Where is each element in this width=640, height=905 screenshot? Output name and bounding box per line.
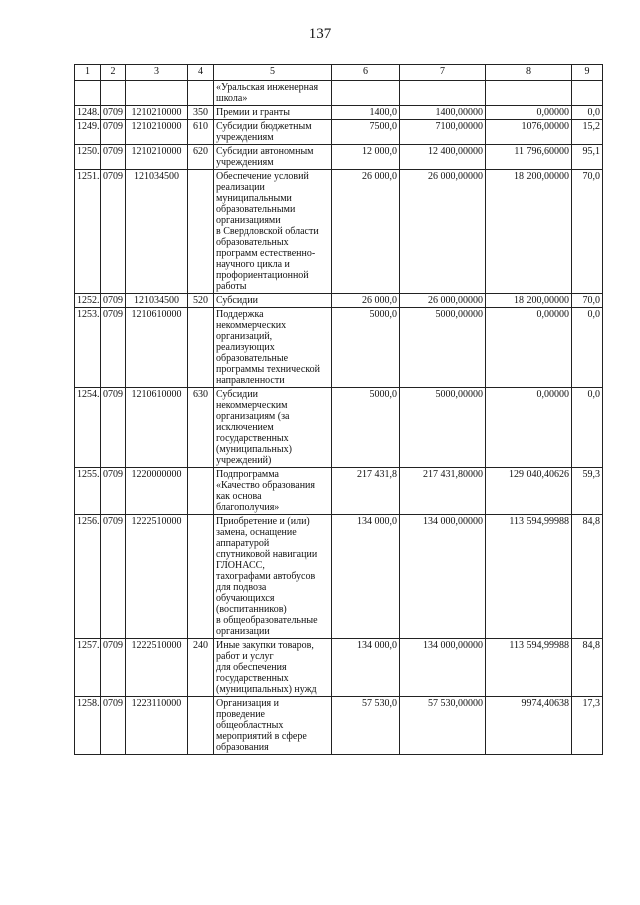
column-header: 5: [214, 65, 332, 81]
target-code-cell: 1210610000: [126, 388, 188, 468]
table-row: [75, 388, 603, 468]
table-row: [75, 81, 603, 106]
refined-plan-cell: 217 431,80000: [400, 468, 486, 515]
table-row: [75, 468, 603, 515]
plan-cell: 12 000,0: [332, 145, 400, 170]
plan-cell: 5000,0: [332, 388, 400, 468]
execution-cell: 0,00000: [486, 308, 572, 388]
percent-cell: 15,2: [572, 120, 603, 145]
name-cell: «Уральская инженерная школа»: [214, 81, 332, 106]
plan-cell: 26 000,0: [332, 294, 400, 308]
percent-cell: 84,8: [572, 639, 603, 697]
column-header: 1: [75, 65, 101, 81]
page-number: 137: [308, 26, 332, 42]
percent-cell: 84,8: [572, 515, 603, 639]
table-row: [75, 515, 603, 639]
section-cell: 0709: [101, 170, 126, 294]
budget-table: [74, 64, 603, 755]
execution-cell: 11 796,60000: [486, 145, 572, 170]
percent-cell: 17,3: [572, 697, 603, 755]
table-body: [75, 81, 603, 755]
section-cell: 0709: [101, 468, 126, 515]
section-cell: 0709: [101, 697, 126, 755]
expense-type-cell: [188, 697, 214, 755]
plan-cell: 134 000,0: [332, 515, 400, 639]
name-cell: Премии и гранты: [214, 106, 332, 120]
expense-type-cell: 240: [188, 639, 214, 697]
name-cell: Обеспечение условий реализации муниципальными образовательными организациями в Свердловской области образовательных программ естественно- научного цикла и профориентационной работы: [214, 170, 332, 294]
execution-cell: 0,00000: [486, 388, 572, 468]
refined-plan-cell: 5000,00000: [400, 308, 486, 388]
target-code-cell: 1210610000: [126, 308, 188, 388]
section-cell: 0709: [101, 294, 126, 308]
expense-type-cell: 630: [188, 388, 214, 468]
plan-cell: [332, 81, 400, 106]
expense-type-cell: [188, 515, 214, 639]
percent-cell: 0,0: [572, 106, 603, 120]
column-header: 9: [572, 65, 603, 81]
target-code-cell: 1210210000: [126, 120, 188, 145]
expense-type-cell: 620: [188, 145, 214, 170]
name-cell: Поддержка некоммерческих организаций, реализующих образовательные программы технической направленности: [214, 308, 332, 388]
expense-type-cell: [188, 170, 214, 294]
refined-plan-cell: 134 000,00000: [400, 639, 486, 697]
refined-plan-cell: 57 530,00000: [400, 697, 486, 755]
section-cell: 0709: [101, 388, 126, 468]
percent-cell: 0,0: [572, 308, 603, 388]
row-number-cell: 1255.: [75, 468, 101, 515]
expense-type-cell: [188, 308, 214, 388]
refined-plan-cell: 1400,00000: [400, 106, 486, 120]
name-cell: Субсидии: [214, 294, 332, 308]
execution-cell: [486, 81, 572, 106]
column-header: 3: [126, 65, 188, 81]
table-row: [75, 639, 603, 697]
target-code-cell: [126, 81, 188, 106]
target-code-cell: 1210210000: [126, 145, 188, 170]
execution-cell: 129 040,40626: [486, 468, 572, 515]
table-row: [75, 170, 603, 294]
execution-cell: 0,00000: [486, 106, 572, 120]
column-header: 4: [188, 65, 214, 81]
percent-cell: [572, 81, 603, 106]
name-cell: Субсидии автономным учреждениям: [214, 145, 332, 170]
row-number-cell: 1258.: [75, 697, 101, 755]
table-row: [75, 294, 603, 308]
plan-cell: 134 000,0: [332, 639, 400, 697]
table-row: [75, 145, 603, 170]
plan-cell: 57 530,0: [332, 697, 400, 755]
table-header-row: [75, 65, 603, 81]
refined-plan-cell: 5000,00000: [400, 388, 486, 468]
execution-cell: 113 594,99988: [486, 515, 572, 639]
name-cell: Организация и проведение общеобластных мероприятий в сфере образования: [214, 697, 332, 755]
section-cell: 0709: [101, 515, 126, 639]
column-header: 7: [400, 65, 486, 81]
percent-cell: 59,3: [572, 468, 603, 515]
row-number-cell: [75, 81, 101, 106]
plan-cell: 5000,0: [332, 308, 400, 388]
name-cell: Субсидии бюджетным учреждениям: [214, 120, 332, 145]
section-cell: 0709: [101, 639, 126, 697]
section-cell: 0709: [101, 308, 126, 388]
row-number-cell: 1249.: [75, 120, 101, 145]
name-cell: Приобретение и (или) замена, оснащение аппаратурой спутниковой навигации ГЛОНАСС, тахографами автобусов для подвоза обучающихся (воспитанников) в общеобразовательные организации: [214, 515, 332, 639]
plan-cell: 217 431,8: [332, 468, 400, 515]
percent-cell: 70,0: [572, 294, 603, 308]
column-header: 8: [486, 65, 572, 81]
name-cell: Иные закупки товаров, работ и услуг для обеспечения государственных (муниципальных) нужд: [214, 639, 332, 697]
plan-cell: 26 000,0: [332, 170, 400, 294]
table-row: [75, 697, 603, 755]
row-number-cell: 1252.: [75, 294, 101, 308]
refined-plan-cell: 12 400,00000: [400, 145, 486, 170]
refined-plan-cell: 26 000,00000: [400, 294, 486, 308]
row-number-cell: 1251.: [75, 170, 101, 294]
target-code-cell: 1220000000: [126, 468, 188, 515]
refined-plan-cell: 134 000,00000: [400, 515, 486, 639]
section-cell: 0709: [101, 106, 126, 120]
table-row: [75, 106, 603, 120]
expense-type-cell: [188, 468, 214, 515]
name-cell: Субсидии некоммерческим организациям (за исключением государственных (муниципальных) учреждений): [214, 388, 332, 468]
target-code-cell: 1210210000: [126, 106, 188, 120]
row-number-cell: 1248.: [75, 106, 101, 120]
column-header: 6: [332, 65, 400, 81]
target-code-cell: 121034500: [126, 170, 188, 294]
percent-cell: 95,1: [572, 145, 603, 170]
row-number-cell: 1250.: [75, 145, 101, 170]
section-cell: 0709: [101, 120, 126, 145]
target-code-cell: 1223110000: [126, 697, 188, 755]
expense-type-cell: [188, 81, 214, 106]
execution-cell: 9974,40638: [486, 697, 572, 755]
refined-plan-cell: 26 000,00000: [400, 170, 486, 294]
execution-cell: 18 200,00000: [486, 170, 572, 294]
section-cell: 0709: [101, 145, 126, 170]
refined-plan-cell: 7100,00000: [400, 120, 486, 145]
row-number-cell: 1254.: [75, 388, 101, 468]
expense-type-cell: 610: [188, 120, 214, 145]
percent-cell: 0,0: [572, 388, 603, 468]
row-number-cell: 1253.: [75, 308, 101, 388]
percent-cell: 70,0: [572, 170, 603, 294]
execution-cell: 113 594,99988: [486, 639, 572, 697]
expense-type-cell: 520: [188, 294, 214, 308]
execution-cell: 18 200,00000: [486, 294, 572, 308]
name-cell: Подпрограмма «Качество образования как основа благополучия»: [214, 468, 332, 515]
table-row: [75, 308, 603, 388]
row-number-cell: 1256.: [75, 515, 101, 639]
row-number-cell: 1257.: [75, 639, 101, 697]
refined-plan-cell: [400, 81, 486, 106]
execution-cell: 1076,00000: [486, 120, 572, 145]
expense-type-cell: 350: [188, 106, 214, 120]
target-code-cell: 1222510000: [126, 515, 188, 639]
plan-cell: 1400,0: [332, 106, 400, 120]
plan-cell: 7500,0: [332, 120, 400, 145]
column-header: 2: [101, 65, 126, 81]
section-cell: [101, 81, 126, 106]
target-code-cell: 121034500: [126, 294, 188, 308]
target-code-cell: 1222510000: [126, 639, 188, 697]
table-row: [75, 120, 603, 145]
